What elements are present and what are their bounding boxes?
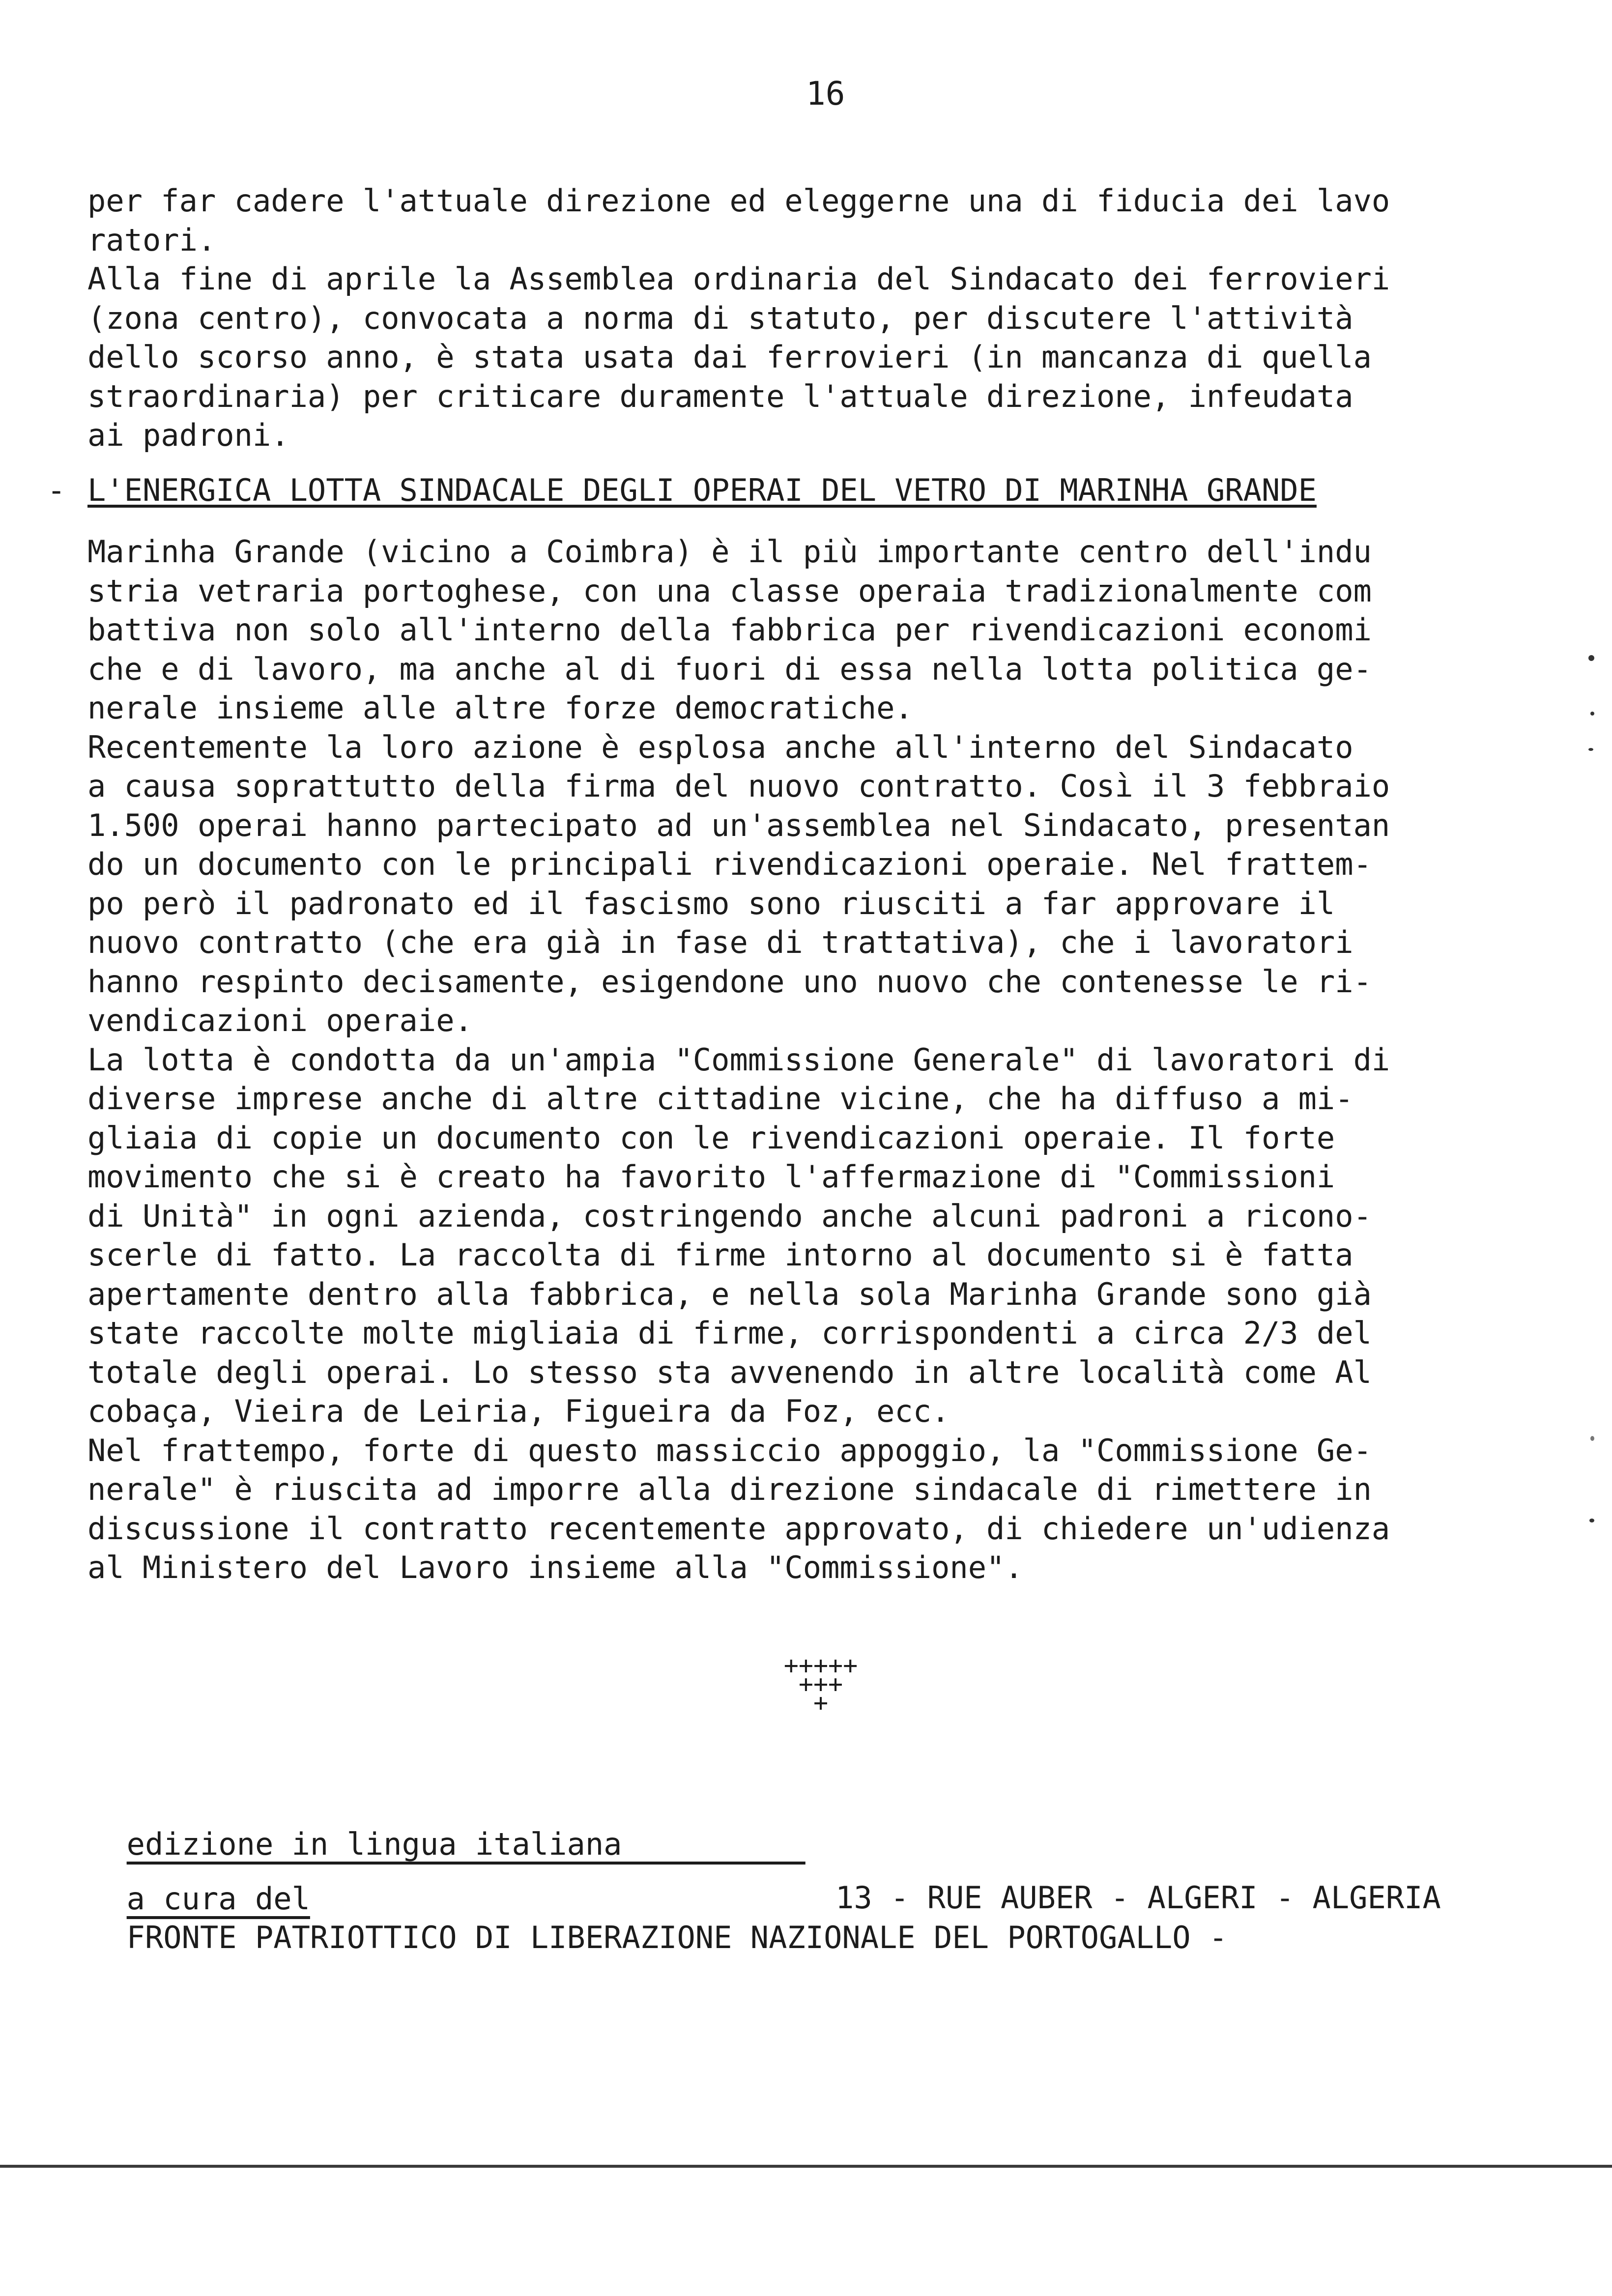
edition-label: edizione in lingua italiana [126, 1826, 622, 1862]
page-number: 16 [806, 75, 845, 113]
closing-ornament: +++++ +++ + [783, 1651, 858, 1717]
scan-speck [1588, 748, 1593, 751]
section-heading: L'ENERGICA LOTTA SINDACALE DEGLI OPERAI DEL VETRO DI MARINHA GRANDE [87, 472, 1317, 508]
curated-by-label: a cura del [126, 1881, 310, 1917]
address-line: 13 - RUE AUBER - ALGERI - ALGERIA [835, 1880, 1441, 1916]
article-body: Marinha Grande (vicino a Coimbra) è il più importante centro dell'indu stria vetraria portoghese, con una classe operaia tradizionalmente com battiva non solo all'interno della fabbrica per rivendicazioni economi che e di lavoro, ma anche al di fuori di essa nella lotta politica ge- nerale insieme alle altre forze democratiche. Recentemente la loro azione è esplosa anche all'interno del Sindacato a causa soprattutto della firma del nuovo contratto. Così il 3 febbraio 1.500 operai hanno partecipato ad un'assemblea nel Sindacato, presentan do un documento con le principali rivendicazioni operaie. Nel frattem- po però il padronato ed il fascismo sono riusciti a far approvare il nuovo contratto (che era già in fase di trattativa), che i lavoratori hanno respinto decisamente, esigendone uno nuovo che contenesse le ri- vendicazioni operaie. La lotta è condotta da un'ampia "Commissione Generale" di lavoratori di diverse imprese anche di altre cittadine vicine, che ha diffuso a mi- gliaia di copie un documento con le rivendicazioni operaie. Il forte movimento che si è creato ha favorito l'affermazione di "Commissioni di Unità" in ogni azienda, costringendo anche alcuni padroni a ricono- scerle di fatto. La raccolta di firme intorno al documento si è fatta apertamente dentro alla fabbrica, e nella sola Marinha Grande sono già state raccolte molte migliaia di firme, corrispondenti a circa 2/3 del totale degli operai. Lo stesso sta avvenendo in altre località come Al cobaça, Vieira de Leiria, Figueira da Foz, ecc. Nel frattempo, forte di questo massiccio appoggio, la "Commissione Ge- nerale" è riuscita ad imporre alla direzione sindacale di rimettere in discussione il contratto recentemente approvato, di chiedere un'udienza al Ministero del Lavoro insieme alla "Commissione". [87, 534, 1390, 1585]
scan-speck [1588, 655, 1594, 661]
scan-speck [1589, 1519, 1594, 1522]
scan-speck [1590, 712, 1594, 716]
bottom-rule [0, 2165, 1612, 2168]
organization-name: FRONTE PATRIOTTICO DI LIBERAZIONE NAZIONALE DEL PORTOGALLO - [126, 1920, 1228, 1955]
scan-speck [1590, 1436, 1594, 1441]
section-marker: - [47, 472, 66, 508]
intro-paragraph: per far cadere l'attuale direzione ed eleggerne una di fiducia dei lavo ratori. Alla fine di aprile la Assemblea ordinaria del Sindacato dei ferrovieri (zona centro), convocata a norma di statuto, per discutere l'attività dello scorso anno, è stata usata dai ferrovieri (in mancanza di quella straordinaria) per criticare duramente l'attuale direzione, infeudata ai padroni. [87, 183, 1390, 453]
